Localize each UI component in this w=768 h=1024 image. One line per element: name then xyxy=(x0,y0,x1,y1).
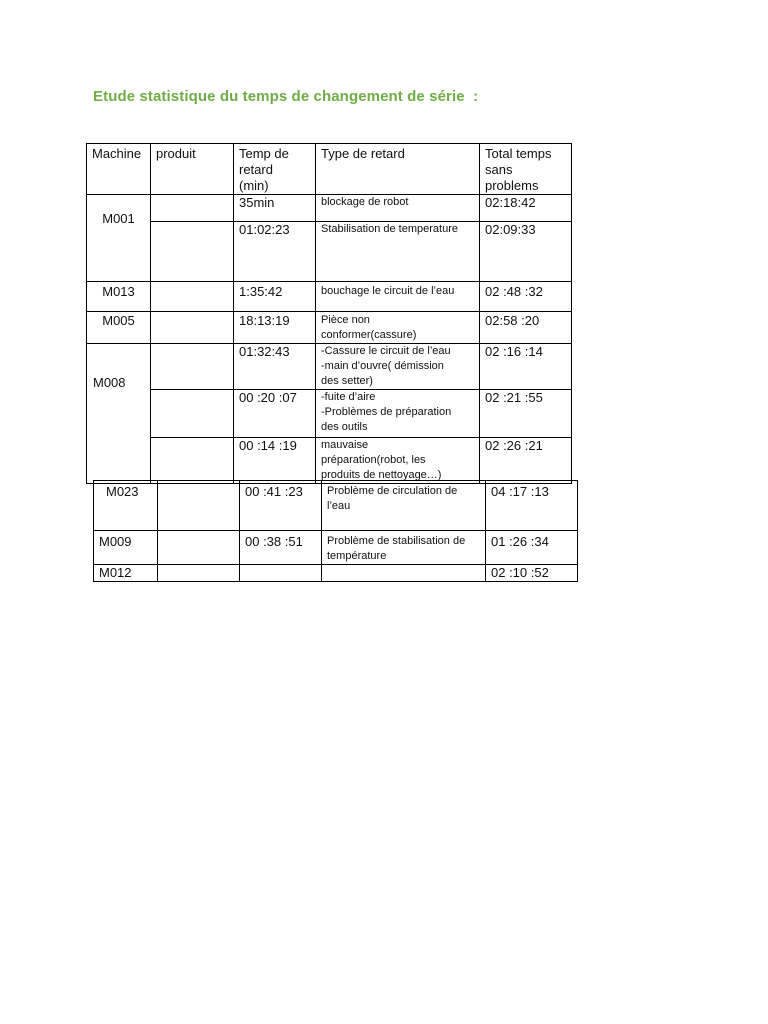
produit-cell xyxy=(158,481,240,531)
produit-cell xyxy=(158,565,240,582)
total-cell: 02 :26 :21 xyxy=(480,438,572,484)
table-row xyxy=(94,565,578,582)
produit-cell xyxy=(151,222,234,282)
header-machine: Machine xyxy=(87,144,151,195)
table-row xyxy=(87,344,572,390)
table-row xyxy=(94,481,578,531)
type-cell: blockage de robot xyxy=(316,195,480,222)
header-produit: produit xyxy=(151,144,234,195)
machine-cell: M008 xyxy=(87,344,151,484)
total-cell: 02:09:33 xyxy=(480,222,572,282)
retard-cell xyxy=(240,565,322,582)
table-row xyxy=(87,312,572,344)
total-cell: 02 :21 :55 xyxy=(480,390,572,438)
retard-cell: 18:13:19 xyxy=(234,312,316,344)
type-cell: bouchage le circuit de l’eau xyxy=(316,282,480,312)
produit-cell xyxy=(151,312,234,344)
total-cell: 02 :10 :52 xyxy=(486,565,578,582)
produit-cell xyxy=(151,282,234,312)
total-cell: 02:18:42 xyxy=(480,195,572,222)
retard-cell: 00 :41 :23 xyxy=(240,481,322,531)
retard-cell: 00 :20 :07 xyxy=(234,390,316,438)
produit-cell xyxy=(151,438,234,484)
machine-cell: M023 xyxy=(94,481,158,531)
produit-cell xyxy=(151,344,234,390)
type-cell: -fuite d’aire -Problèmes de préparation des outils xyxy=(316,390,480,438)
delay-table xyxy=(86,143,572,484)
delay-table-continued xyxy=(93,480,578,582)
machine-cell: M013 xyxy=(87,282,151,312)
total-cell: 04 :17 :13 xyxy=(486,481,578,531)
type-cell: mauvaise préparation(robot, les produits de nettoyage…) xyxy=(316,438,480,484)
header-total-temps: Total temps sans problems xyxy=(480,144,572,195)
type-cell: Problème de circulation de l’eau xyxy=(322,481,486,531)
type-cell: -Cassure le circuit de l’eau -main d’ouvre( démission des setter) xyxy=(316,344,480,390)
table-row xyxy=(87,222,572,282)
header-type-retard: Type de retard xyxy=(316,144,480,195)
table-row xyxy=(87,390,572,438)
table-row xyxy=(94,531,578,565)
retard-cell: 00 :14 :19 xyxy=(234,438,316,484)
table-header-row xyxy=(87,144,572,195)
machine-cell: M001 xyxy=(87,195,151,282)
machine-cell: M012 xyxy=(94,565,158,582)
produit-cell xyxy=(151,195,234,222)
machine-cell: M009 xyxy=(94,531,158,565)
total-cell: 02 :48 :32 xyxy=(480,282,572,312)
retard-cell: 01:32:43 xyxy=(234,344,316,390)
total-cell: 01 :26 :34 xyxy=(486,531,578,565)
table-row xyxy=(87,438,572,484)
produit-cell xyxy=(151,390,234,438)
retard-cell: 1:35:42 xyxy=(234,282,316,312)
type-cell xyxy=(322,565,486,582)
retard-cell: 00 :38 :51 xyxy=(240,531,322,565)
type-cell: Pièce non conformer(cassure) xyxy=(316,312,480,344)
table-row xyxy=(87,282,572,312)
machine-cell: M005 xyxy=(87,312,151,344)
total-cell: 02:58 :20 xyxy=(480,312,572,344)
retard-cell: 35min xyxy=(234,195,316,222)
type-cell: Problème de stabilisation de température xyxy=(322,531,486,565)
header-temp-retard: Temp de retard (min) xyxy=(234,144,316,195)
type-cell: Stabilisation de temperature xyxy=(316,222,480,282)
retard-cell: 01:02:23 xyxy=(234,222,316,282)
total-cell: 02 :16 :14 xyxy=(480,344,572,390)
document-title: Etude statistique du temps de changement de série : xyxy=(93,88,479,105)
table-row xyxy=(87,195,572,222)
produit-cell xyxy=(158,531,240,565)
